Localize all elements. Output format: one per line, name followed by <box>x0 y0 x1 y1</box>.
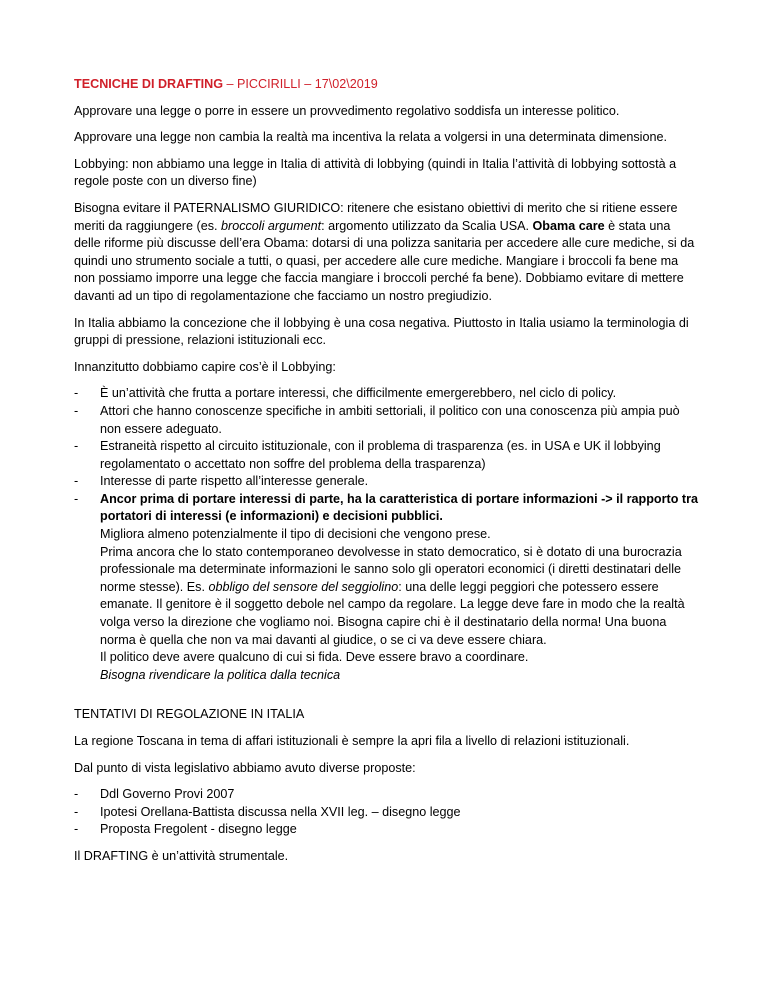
subline-2-text-b: : una delle leggi peggiori che potessero essere emanate. Il genitore è il soggetto debole nel campo da regolare. La legge deve fare in modo che la realtà volga verso la direzione che vogliamo noi. Bisogna capire chi è il destinatario della norma! Una buona norma è quella che non va mai davanti al giudice, o se ci va deve essere chiara. <box>100 579 685 647</box>
subline-2-emphasis: obbligo del sensore del seggiolino <box>208 579 399 594</box>
closing-paragraph: Il DRAFTING è un’attività strumentale. <box>74 848 289 863</box>
paragraph-1: Approvare una legge o porre in essere un provvedimento regolativo soddisfa un interesse politico. <box>74 103 620 118</box>
proposals-list <box>74 786 700 839</box>
section-heading: TENTATIVI DI REGOLAZIONE IN ITALIA <box>74 707 305 722</box>
section-paragraph-1: La regione Toscana in tema di affari istituzionali è sempre la apri fila a livello di relazioni istituzionali. <box>74 734 630 748</box>
subline-2-text-a: Prima ancora che lo stato contemporaneo devolvesse in stato democratico, si è dotato di una burocrazia professionale ma determinate informazioni le sanno solo gli operatori economici (i diretti destinatari delle norme stesse). Es. <box>100 544 682 594</box>
paragraph-2: Approvare una legge non cambia la realtà ma incentiva la relata a volgersi in una determinata dimensione. <box>74 130 667 145</box>
list-item <box>74 491 700 685</box>
list-subline-4: Bisogna rivendicare la politica dalla tecnica <box>100 667 341 682</box>
p4-text-b: : argomento utilizzato da Scalia USA. <box>321 218 533 233</box>
p4-strong: Obama care <box>532 218 605 233</box>
paragraph-3: Lobbying: non abbiamo una legge in Italia di attività di lobbying (quindi in Italia l’attività di lobbying sottostà a regole poste con un diverso fine) <box>74 156 677 189</box>
document-title <box>74 76 700 94</box>
title-rest: – PICCIRILLI – 17\02\2019 <box>223 77 378 91</box>
list-subline-3: Il politico deve avere qualcuno di cui si fida. Deve essere bravo a coordinare. <box>100 650 529 665</box>
list-item-bold: Ancor prima di portare interessi di parte, ha la caratteristica di portare informazioni -> il rapporto tra portatori di interessi (e informazioni) e decisioni pubblici. <box>100 491 699 524</box>
section-paragraph-2: Dal punto di vista legislativo abbiamo avuto diverse proposte: <box>74 760 416 775</box>
paragraph-6: Innanzitutto dobbiamo capire cos’è il Lobbying: <box>74 359 336 374</box>
list-item: - Estraneità rispetto al circuito istituzionale, con il problema di trasparenza (es. in USA e UK il lobbying regolamentato o accettato non soffre del problema della trasparenza) <box>74 438 700 473</box>
p4-emphasis: broccoli argument <box>221 218 322 233</box>
paragraph-5: In Italia abbiamo la concezione che il lobbying è una cosa negativa. Piuttosto in Italia usiamo la terminologia di gruppi di pressione, relazioni istituzionali ecc. <box>74 315 689 348</box>
list-subline-1: Migliora almeno potenzialmente il tipo di decisioni che vengono prese. <box>100 527 491 542</box>
lobbying-list <box>74 385 700 684</box>
p4-text-c: è stata una delle riforme più discusse dell’era Obama: dotarsi di una polizza sanitaria per accedere alle cure mediche, si da quindi uno strumento sociale a tutti, o quasi, per accedere alle cure mediche. Mangiare i broccoli fa bene ma non possiamo imporre una legge che faccia mangiare i broccoli perché fa bene). Dobbiamo evitare di mettere davanti ad un tipo di regolamentazione che facciamo un nostro pregiudizio. <box>74 218 695 303</box>
p4-text-a: Bisogna evitare il PATERNALISMO GIURIDICO: ritenere che esistano obiettivi di merito che si ritiene essere meriti da raggiungere (es. <box>74 200 678 233</box>
list-item: - Attori che hanno conoscenze specifiche in ambiti settoriali, il politico con una conoscenza più ampia può non essere adeguato. <box>74 403 700 438</box>
list-item: - Ddl Governo Provi 2007 <box>74 786 700 804</box>
paragraph-4 <box>74 200 700 306</box>
list-item: - Interesse di parte rispetto all’interesse generale. <box>74 473 700 491</box>
list-subline-2 <box>100 544 700 650</box>
list-item: - È un’attività che frutta a portare interessi, che difficilmente emergerebbero, nel ciclo di policy. <box>74 385 700 403</box>
title-bold: TECNICHE DI DRAFTING <box>74 77 224 91</box>
list-item: - Proposta Fregolent - disegno legge <box>74 821 700 839</box>
list-item: - Ipotesi Orellana-Battista discussa nella XVII leg. – disegno legge <box>74 804 700 822</box>
